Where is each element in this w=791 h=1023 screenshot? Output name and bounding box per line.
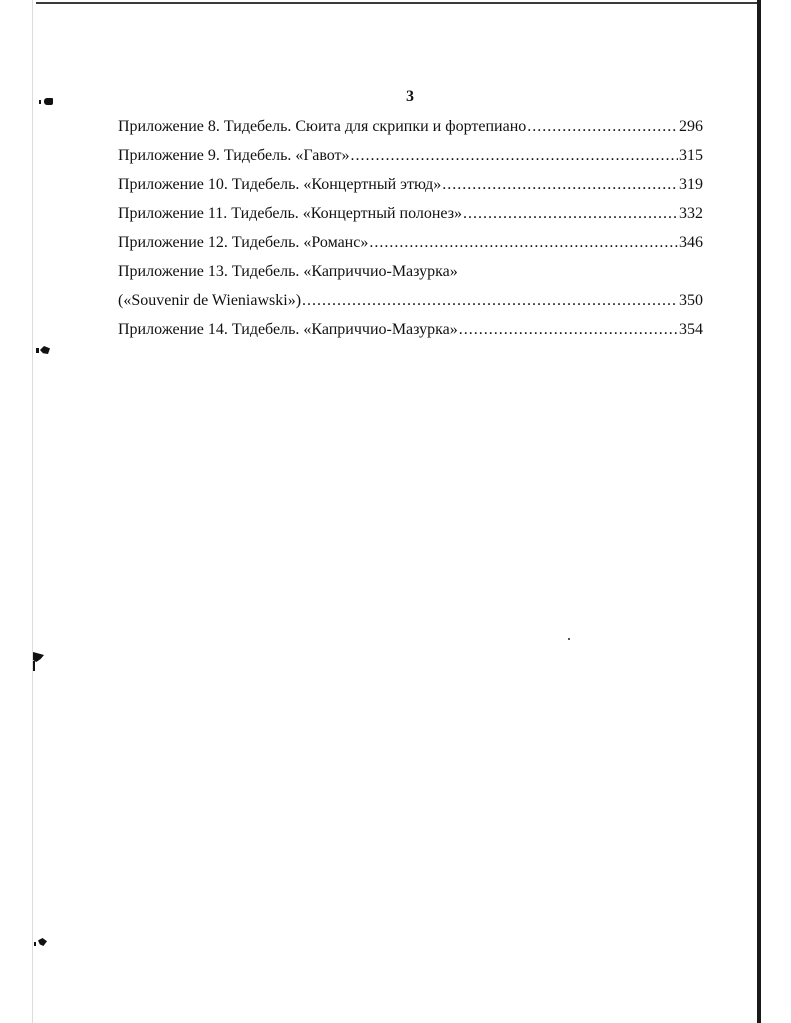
punch-hole-mark bbox=[44, 98, 53, 105]
page-number: 3 bbox=[406, 88, 414, 105]
toc-leader-dots bbox=[351, 141, 678, 170]
toc-entry-title: Приложение 13. Тидебель. «Каприччио-Мазурка» bbox=[118, 263, 458, 280]
punch-hole-mark bbox=[34, 942, 36, 946]
punch-hole-mark bbox=[38, 938, 47, 946]
punch-hole-mark bbox=[36, 348, 39, 353]
toc-entry-title: Приложение 11. Тидебель. «Концертный полонез» bbox=[118, 205, 463, 222]
punch-hole-mark bbox=[33, 661, 35, 671]
toc-entry-continuation bbox=[118, 286, 703, 315]
toc-entry-title: Приложение 8. Тидебель. Сюита для скрипки и фортепиано bbox=[118, 118, 527, 135]
toc-entry-page: 319 bbox=[679, 176, 703, 193]
toc-entry-page: 332 bbox=[679, 205, 703, 222]
scan-speck bbox=[568, 638, 570, 640]
toc-entry bbox=[118, 228, 703, 257]
toc-entry-page: 346 bbox=[679, 234, 703, 251]
page-right-edge bbox=[757, 0, 761, 1023]
page-top-edge bbox=[36, 2, 761, 4]
table-of-contents bbox=[118, 112, 703, 344]
toc-leader-dots bbox=[527, 112, 678, 141]
toc-entry-page: 296 bbox=[679, 118, 703, 135]
toc-entry bbox=[118, 199, 703, 228]
toc-leader-dots bbox=[302, 286, 678, 315]
toc-entry-title: («Souvenir de Wieniawski») bbox=[118, 292, 302, 309]
toc-leader-dots bbox=[463, 199, 678, 228]
toc-entry-title: Приложение 9. Тидебель. «Гавот» bbox=[118, 147, 350, 164]
toc-entry bbox=[118, 315, 703, 344]
toc-leader-dots bbox=[369, 228, 678, 257]
toc-entry-page: 354 bbox=[679, 321, 703, 338]
toc-entry-page: 315 bbox=[679, 147, 703, 164]
punch-hole-mark bbox=[40, 346, 50, 354]
toc-entry-page: 350 bbox=[679, 292, 703, 309]
toc-leader-dots bbox=[442, 170, 678, 199]
toc-entry-first-line bbox=[118, 257, 703, 286]
toc-entry-title: Приложение 14. Тидебель. «Каприччио-Мазурка» bbox=[118, 321, 458, 338]
page-left-edge bbox=[32, 0, 33, 1023]
toc-entry-title: Приложение 10. Тидебель. «Концертный этюд» bbox=[118, 176, 442, 193]
toc-entry-title: Приложение 12. Тидебель. «Романс» bbox=[118, 234, 369, 251]
toc-entry bbox=[118, 112, 703, 141]
toc-entry bbox=[118, 141, 703, 170]
toc-entry bbox=[118, 170, 703, 199]
toc-leader-dots bbox=[459, 315, 678, 344]
punch-hole-mark bbox=[39, 100, 41, 104]
